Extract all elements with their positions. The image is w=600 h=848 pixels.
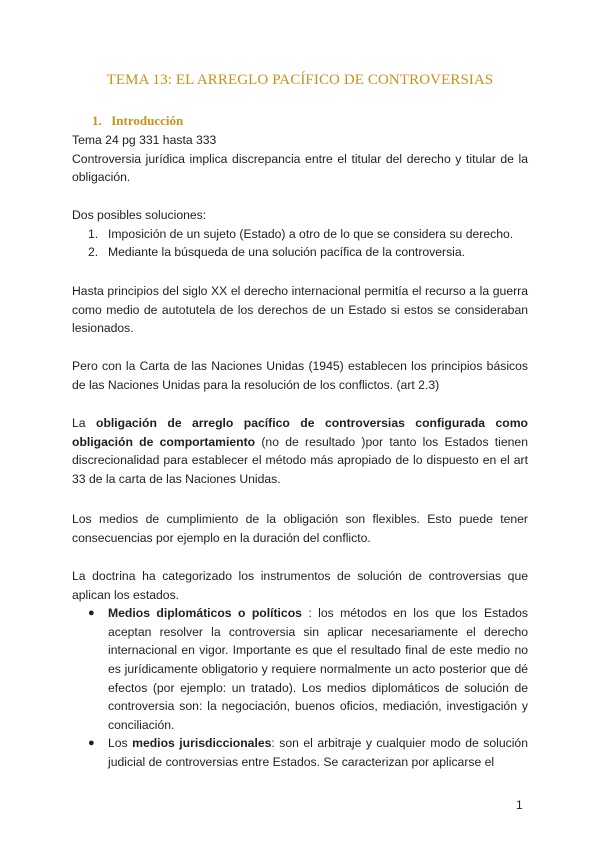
paragraph-means: Los medios de cumplimiento de la obligación son flexibles. Esto puede tener consecuencias por ejemplo en la duración del conflicto. <box>72 512 528 545</box>
intro-reference: Tema 24 pg 331 hasta 333 <box>72 133 217 147</box>
solutions-block <box>72 206 528 262</box>
bullet-icon: ● <box>88 607 95 620</box>
list-item <box>72 225 528 244</box>
section-label: Introducción <box>111 113 184 128</box>
list-item-text: Imposición de un sujeto (Estado) a otro de lo que se considera su derecho. <box>108 226 514 241</box>
text-run: (no de resultado )por tanto los Estados tienen discrecionalidad para establecer el método más apropiado de lo dispuesto en el art 33 de la carta de las Naciones Unidas. <box>72 434 528 486</box>
solutions-list <box>72 225 528 262</box>
text-run: Los <box>108 736 133 751</box>
text-run: La <box>72 416 96 430</box>
instruments-list <box>72 604 528 771</box>
section-heading <box>92 113 183 129</box>
paragraph-history: Hasta principios del siglo XX el derecho internacional permitía el recurso a la guerra como medio de autotutela de los derechos de un Estado si estos se consideraban lesionados. <box>72 284 528 336</box>
bullet-icon: ● <box>88 737 95 750</box>
list-marker: 1. <box>88 226 99 241</box>
paragraph-obligation <box>72 414 528 488</box>
paragraph-doctrine: La doctrina ha categorizado los instrumentos de solución de controversias que aplican los estados. <box>72 569 528 602</box>
intro-block <box>72 131 528 187</box>
instruments-block <box>72 567 528 772</box>
list-item-text: Mediante la búsqueda de una solución pacífica de la controversia. <box>108 245 466 260</box>
list-marker: 2. <box>88 245 99 260</box>
paragraph-definition: Controversia jurídica implica discrepancia entre el titular del derecho y titular de la obligación. <box>72 151 528 185</box>
text-run: : los métodos en los que los Estados aceptan resolver la controversia sin aplicar necesariamente el derecho internacional en vigor. Importante es que el resultado final de este medio no es jurídicamente obligatorio y requiere normalmente un acto posterior que dé efectos (por ejemplo: un tratado). Los medios diplomáticos de solución de controversia son: la negociación, buenos oficios, mediación, investigación y conciliación. <box>108 606 528 732</box>
list-item <box>72 734 528 771</box>
list-item <box>72 604 528 734</box>
section-number: 1. <box>92 113 102 128</box>
solutions-intro: Dos posibles soluciones: <box>72 208 207 222</box>
paragraph-charter: Pero con la Carta de las Naciones Unidas (1945) establecen los principios básicos de las Naciones Unidas para la resolución de los conflictos. (art 2.3) <box>72 359 528 392</box>
bold-text: Medios diplomáticos o políticos <box>108 606 302 621</box>
list-item <box>72 243 528 262</box>
text-run: : son el arbitraje y cualquier modo de solución judicial de controversias entre Estados. Se caracterizan por aplicarse el <box>108 736 528 769</box>
page-number: 1 <box>516 798 523 812</box>
document-title: TEMA 13: EL ARREGLO PACÍFICO DE CONTROVERSIAS <box>106 72 494 88</box>
bold-text: medios jurisdiccionales <box>132 736 272 751</box>
bold-text: obligación de arreglo pacífico de controversias configurada como obligación de comportamiento <box>72 416 528 449</box>
